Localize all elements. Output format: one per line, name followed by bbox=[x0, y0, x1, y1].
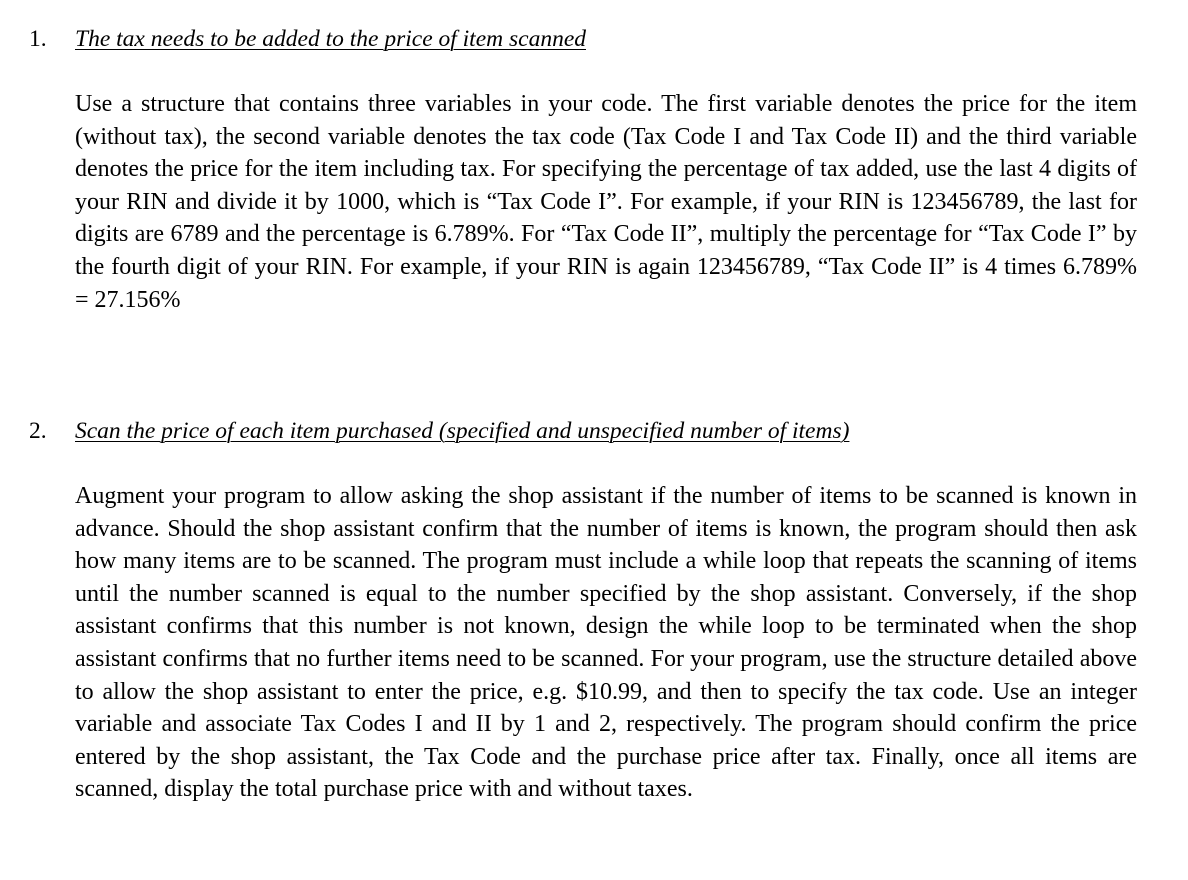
section-2-number: 2. bbox=[29, 418, 47, 444]
section-2-body: Augment your program to allow asking the shop assistant if the number of items to be scanned is known in advance. Should the shop assistant confirm that the number of items is known, the program should then ask how many items are to be scanned. The program must include a while loop that repeats the scanning of items until the number scanned is equal to the number specified by the shop assistant. Conversely, if the shop assistant confirms that this number is not known, design the while loop to be terminated when the shop assistant confirms that no further items need to be scanned. For your program, use the structure detailed above to allow the shop assistant to enter the price, e.g. $10.99, and then to specify the tax code. Use an integer variable and associate Tax Codes I and II by 1 and 2, respectively. The program should confirm the price entered by the shop assistant, the Tax Code and the purchase price after tax. Finally, once all items are scanned, display the total purchase price with and without taxes. bbox=[75, 483, 1137, 803]
section-2-heading-row bbox=[0, 414, 1188, 448]
section-2-heading: Scan the price of each item purchased (specified and unspecified number of items) bbox=[75, 418, 850, 444]
section-1-number: 1. bbox=[29, 26, 47, 52]
section-1-heading-row bbox=[0, 22, 1188, 56]
section-1-heading: The tax needs to be added to the price of item scanned bbox=[75, 26, 586, 52]
section-1-body: Use a structure that contains three variables in your code. The first variable denotes the price for the item (without tax), the second variable denotes the tax code (Tax Code I and Tax Code II) and the third variable denotes the price for the item including tax. For specifying the percentage of tax added, use the last 4 digits of your RIN and divide it by 1000, which is “Tax Code I”. For example, if your RIN is 123456789, the last for digits are 6789 and the percentage is 6.789%. For “Tax Code II”, multiply the percentage for “Tax Code I” by the fourth digit of your RIN. For example, if your RIN is again 123456789, “Tax Code II” is 4 times 6.789% = 27.156% bbox=[75, 91, 1137, 313]
